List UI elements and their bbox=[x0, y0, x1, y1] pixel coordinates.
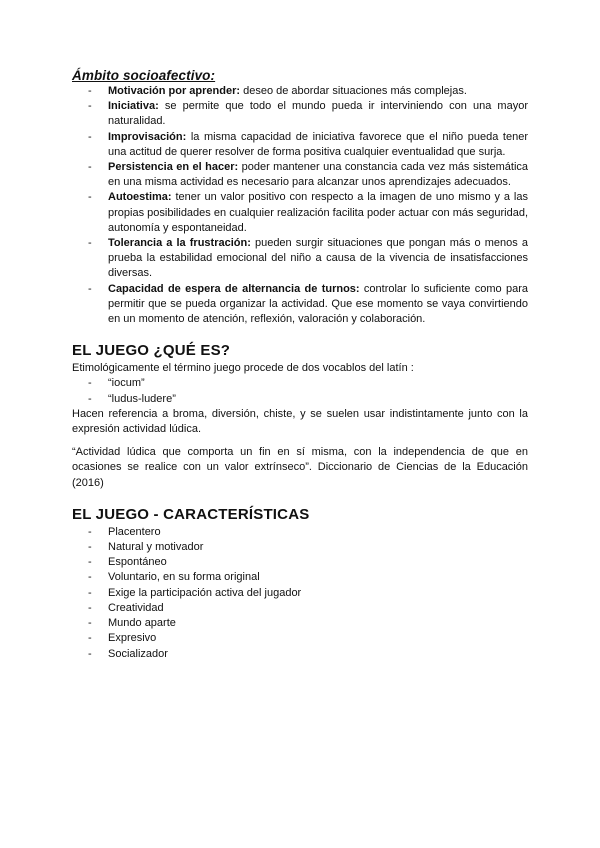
item-term: Capacidad de espera de alternancia de turnos: bbox=[108, 282, 360, 295]
item-term: Improvisación: bbox=[108, 130, 187, 143]
item-text: controlar lo suficiente como para permitir que se pueda organizar la actividad. Que ese momento se vaya convirtiendo en un momento de atención, reflexión, valoración y colaboración. bbox=[108, 282, 528, 326]
item-term: Autoestima: bbox=[108, 191, 172, 204]
item-term: Motivación por aprender: bbox=[108, 85, 241, 97]
item-term: Persistencia en el hacer: bbox=[108, 161, 239, 174]
list-item: - Natural y motivador bbox=[72, 540, 528, 555]
list-item bbox=[72, 130, 528, 160]
list-item: - Socializador bbox=[72, 647, 528, 662]
item-text: tener un valor positivo con respecto a la imagen de uno mismo y a las propias posibilidades en cualquier realización facilita poder actuar con más seguridad, autonomía y espontaneidad. bbox=[108, 191, 528, 234]
list-item: - Exige la participación activa del jugador bbox=[72, 586, 528, 601]
list-item: - Creatividad bbox=[72, 601, 528, 616]
item-text: deseo de abordar situaciones más complejas. bbox=[240, 85, 467, 97]
list-item: - “iocum” bbox=[72, 376, 528, 391]
list-item: - Placentero bbox=[72, 525, 528, 540]
characteristics-list bbox=[72, 525, 528, 662]
list-item bbox=[72, 282, 528, 328]
etymology-intro: Etimológicamente el término juego procede de dos vocablos del latín : bbox=[72, 362, 414, 375]
list-item: - Espontáneo bbox=[72, 555, 528, 570]
list-item: - Mundo aparte bbox=[72, 616, 528, 631]
list-item: - “ludus-ludere” bbox=[72, 392, 528, 407]
item-text: se permite que todo el mundo pueda ir interviniendo con una mayor naturalidad. bbox=[108, 100, 528, 128]
latin-words-list bbox=[72, 376, 528, 406]
item-text: pueden surgir situaciones que pongan más o menos a prueba la estabilidad emocional del niño a causa de la vivencia de insatisfacciones diversas. bbox=[108, 237, 528, 280]
section-title-socioafectivo: Ámbito socioafectivo: bbox=[72, 68, 216, 83]
list-item bbox=[72, 160, 528, 190]
list-item bbox=[72, 84, 528, 99]
list-item bbox=[72, 99, 528, 129]
list-item: - Voluntario, en su forma original bbox=[72, 570, 528, 585]
list-item bbox=[72, 236, 528, 282]
item-term: Tolerancia a la frustración: bbox=[108, 237, 251, 250]
section-title-juego-que-es: EL JUEGO ¿QUÉ ES? bbox=[72, 342, 231, 360]
definition-quote: “Actividad lúdica que comporta un fin en sí misma, con la independencia de que en ocasiones se realice con un valor extrínseco”. Diccionario de Ciencias de la Educación (2016) bbox=[72, 446, 528, 489]
list-item bbox=[72, 190, 528, 236]
reference-paragraph: Hacen referencia a broma, diversión, chiste, y se suelen usar indistintamente junto con la expresión actividad lúdica. bbox=[72, 407, 528, 436]
socioafectivo-list bbox=[72, 84, 528, 327]
item-text: la misma capacidad de iniciativa favorece que el niño pueda tener una actitud de querer resolver de forma positiva cualquier eventualidad que surja. bbox=[108, 130, 528, 158]
item-text: poder mantener una constancia cada vez más sistemática en una misma actividad es necesario para alcanzar unos aprendizajes adecuados. bbox=[108, 161, 529, 189]
item-term: Iniciativa: bbox=[108, 100, 159, 113]
section-title-caracteristicas: EL JUEGO - CARACTERÍSTICAS bbox=[72, 505, 310, 523]
list-item: - Expresivo bbox=[72, 631, 528, 646]
